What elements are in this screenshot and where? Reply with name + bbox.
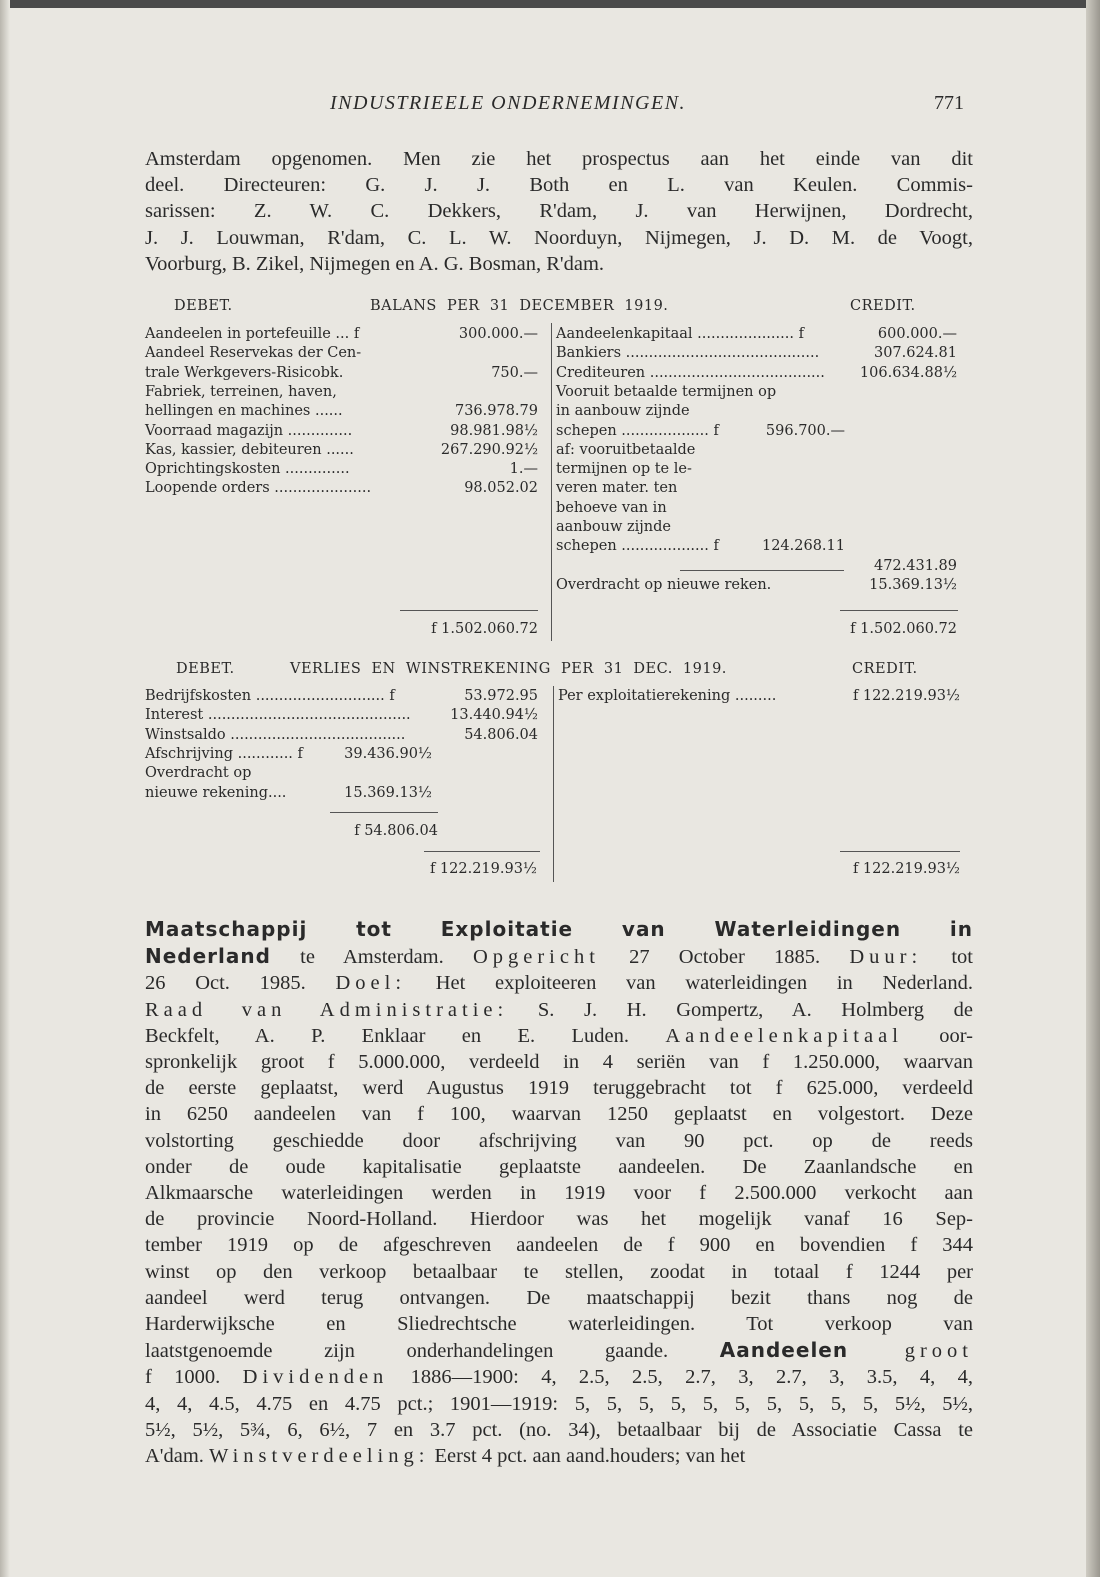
running-head: INDUSTRIEELE ONDERNEMINGEN. (330, 92, 687, 114)
intro-line: J. J. Louwman, R'dam, C. L. W. Noorduyn, Nijmegen, J. D. M. de Voogt, (145, 226, 973, 249)
text-run: volstorting geschiedde door afschrijving van 90 pct. op de reeds (145, 1129, 973, 1152)
balance-credit-total: f 1.502.060.72 (850, 621, 957, 637)
text-run: Het exploiteeren van waterleidingen in Nederland. (406, 972, 973, 995)
company-line (145, 1206, 973, 1232)
intro-paragraph (145, 146, 973, 277)
text-run: spronkelijk groot f 5.000.000, verdeeld in 4 seriën van f 1.250.000, waarvan (145, 1051, 973, 1074)
text-run: te Amsterdam. (270, 946, 473, 969)
scan-right-edge (1086, 0, 1100, 1577)
bold-heading-run: Aandeelen (719, 1338, 849, 1363)
pl-debit-row-label: Bedrijfskosten ............................ f (145, 688, 395, 704)
pl-credit-heading: CREDIT. (852, 661, 918, 677)
balance-credit-row-label: Vooruit betaalde termijnen op (556, 383, 777, 400)
pl-debit-row-amount: 54.806.04 (464, 726, 538, 743)
balance-credit-row-label: in aanbouw zijnde (556, 403, 690, 420)
company-line (145, 1259, 973, 1285)
pl-debit-row-label: Winstsaldo ...................................... (145, 726, 406, 743)
balance-debit-total: f 1.502.060.72 (431, 621, 538, 637)
bold-heading-run: Nederland (145, 944, 271, 969)
balance-credit-row-label: Aandeelenkapitaal ..................... f (556, 326, 804, 342)
balance-credit-row-amount: 106.634.88½ (859, 364, 957, 381)
intro-line: sarissen: Z. W. C. Dekkers, R'dam, J. van Herwijnen, Dordrecht, (145, 200, 973, 223)
balance-divider (551, 323, 552, 641)
balance-debit-row-label: hellingen en machines ...... (145, 403, 343, 420)
balance-credit-row-amount: 307.624.81 (873, 345, 957, 362)
balance-credit-row-label: Overdracht op nieuwe reken. (556, 576, 772, 593)
pl-sub-rule (330, 812, 438, 813)
pl-credit-row-amount: f 122.219.93½ (852, 688, 960, 704)
text-run: 26 Oct. 1985. (145, 972, 336, 995)
text-run: f 1000. (145, 1366, 243, 1389)
text-run: winst op den verkoop betaalbaar te stellen, zoodat in totaal f 1244 per (145, 1260, 973, 1283)
text-run: Beckfelt, A. P. Enklaar en E. Luden. (145, 1024, 666, 1047)
intro-line: deel. Directeuren: G. J. J. Both en L. van Keulen. Commis- (145, 174, 973, 197)
bold-heading-run: Maatschappij tot Exploitatie van Waterleidingen in (145, 917, 973, 941)
text-run: Eerst 4 pct. aan aand.houders; van het (429, 1445, 746, 1468)
spaced-keyword-run: Opgericht (472, 946, 600, 969)
balance-debit-row-amount: 1.— (509, 461, 538, 478)
balance-debit-row-label: trale Werkgevers-Risicobk. (145, 364, 344, 381)
pl-debit-row-amount: 13.440.94½ (450, 707, 538, 724)
spaced-keyword-run: Raad van Administratie: (145, 998, 509, 1021)
balance-credit-row-label: behoeve van in (556, 499, 667, 516)
balance-credit-row-amount: 15.369.13½ (869, 576, 957, 593)
balance-sub-rule (680, 570, 844, 571)
intro-line: Amsterdam opgenomen. Men zie het prospectus aan het einde van dit (145, 148, 973, 170)
balance-credit-row-label: schepen ................... f (556, 422, 719, 439)
company-line (145, 1049, 973, 1075)
company-line (145, 997, 973, 1023)
balance-debit-row-amount: 267.290.92½ (440, 441, 538, 458)
company-line (145, 1075, 973, 1101)
text-run: de eerste geplaatst, werd Augustus 1919 teruggebracht tot f 625.000, verdeeld (145, 1077, 973, 1100)
balance-debit-row-amount: 98.981.98½ (450, 422, 538, 439)
pl-credit-total-rule (840, 851, 960, 852)
balance-credit-row-amount: 472.431.89 (873, 557, 957, 574)
spaced-keyword-run: Duur: (849, 946, 923, 969)
balance-title: BALANS PER 31 DECEMBER 1919. (370, 298, 669, 314)
text-run: 5½, 5½, 5¾, 6, 6½, 7 en 3.7 pct. (no. 34), betaalbaar bij de Associatie Cassa te (145, 1418, 973, 1441)
balance-debit-row-label: Voorraad magazijn .............. (145, 422, 353, 439)
text-run: S. J. H. Gompertz, A. Holmberg de (508, 998, 974, 1021)
pl-title: VERLIES EN WINSTREKENING PER 31 DEC. 1919. (290, 661, 727, 677)
balance-credit-row-label: termijnen op te le- (556, 461, 692, 478)
company-line (145, 1417, 973, 1443)
company-line (145, 1364, 973, 1390)
pl-debit-row-label: Interest ............................................ (145, 707, 411, 724)
balance-credit-row-sub-amount: 596.700.— (765, 422, 845, 439)
pl-credit-row-label: Per exploitatierekening ......... (558, 688, 777, 704)
balance-credit-row-label: schepen ................... f (556, 538, 719, 555)
balance-debit-row-label: Oprichtingskosten .............. (145, 461, 350, 478)
balance-credit-row-amount: 600.000.— (877, 326, 957, 342)
text-run: Harderwijksche en Sliedrechtsche waterleidingen. Tot verkoop van (145, 1313, 973, 1336)
balance-credit-row-sub-amount: 124.268.11 (761, 538, 845, 555)
scan-left-edge (0, 0, 10, 1577)
balance-debit-row-label: Kas, kassier, debiteuren ...... (145, 441, 354, 458)
company-line (145, 916, 973, 943)
text-run: laatstgenoemde zijn onderhandelingen gaande. (145, 1340, 720, 1363)
text-run: 4, 4, 4.5, 4.75 en 4.75 pct.; 1901—1919: 5, 5, 5, 5, 5, 5, 5, 5, 5, 5, 5½, 5½, (145, 1392, 973, 1415)
page-number: 771 (934, 92, 964, 114)
balance-credit-row-label: Crediteuren ...................................... (556, 364, 825, 381)
pl-debit-row-sub-amount: 15.369.13½ (344, 784, 432, 801)
pl-debit-subtotal: f 54.806.04 (354, 823, 438, 839)
company-line (145, 1101, 973, 1127)
text-run: in 6250 aandeelen van f 100, waarvan 1250 geplaatst en volgestort. Deze (145, 1103, 973, 1126)
balance-credit-row-label: veren mater. ten (556, 480, 678, 497)
company-line (145, 1232, 973, 1258)
company-line (145, 1285, 973, 1311)
company-line (145, 1311, 973, 1337)
text-run: oor- (902, 1024, 973, 1047)
balance-credit-row-label: Bankiers .......................................... (556, 345, 820, 362)
pl-debit-row-label: nieuwe rekening.... (145, 784, 287, 801)
text-run: tember 1919 op de afgeschreven aandeelen de f 900 en bovendien f 344 (145, 1234, 973, 1257)
text-run: 27 October 1885. (599, 946, 850, 969)
text-run: de provincie Noord-Holland. Hierdoor was het mogelijk vanaf 16 Sep- (145, 1208, 973, 1231)
intro-line: Voorburg, B. Zikel, Nijmegen en A. G. Bosman, R'dam. (145, 252, 605, 275)
text-run: onder de oude kapitalisatie geplaatste aandeelen. De Zaanlandsche en (145, 1155, 973, 1178)
company-line (145, 1337, 973, 1364)
spaced-keyword-run: Aandeelenkapitaal (665, 1024, 903, 1047)
text-run: tot (922, 946, 973, 969)
balance-debit-row-amount: 98.052.02 (464, 480, 538, 497)
balance-debit-row-label: Loopende orders ..................... (145, 480, 372, 497)
text-run: Alkmaarsche waterleidingen werden in 1919 voor f 2.500.000 verkocht aan (145, 1182, 973, 1205)
company-line (145, 943, 973, 970)
company-line (145, 1391, 973, 1417)
pl-debit-total: f 122.219.93½ (429, 861, 537, 877)
company-entry (145, 916, 973, 1469)
balance-debit-row-label: Fabriek, terreinen, haven, (145, 383, 337, 400)
pl-debit-row-label: Overdracht op (145, 765, 252, 782)
balance-debit-row-amount: 750.— (491, 364, 538, 381)
company-line (145, 1023, 973, 1049)
pl-debit-total-rule (424, 851, 540, 852)
pl-debit-row-sub-amount: 39.436.90½ (344, 745, 432, 762)
pl-divider (553, 686, 554, 882)
text-run: aandeel werd terug ontvangen. De maatschappij bezit thans nog de (145, 1286, 973, 1309)
balance-debit-row-label: Aandeelen in portefeuille ... f (145, 326, 360, 342)
spaced-keyword-run: Dividenden (242, 1366, 389, 1389)
scan-top-border (0, 0, 1100, 8)
spaced-keyword-run: groot (848, 1340, 974, 1363)
pl-debit-row-label: Afschrijving ............ f (145, 745, 303, 762)
balance-credit-heading: CREDIT. (850, 298, 916, 314)
balance-credit-total-rule (840, 610, 958, 611)
balance-debit-row-amount: 736.978.79 (454, 403, 538, 420)
balance-credit-row-label: aanbouw zijnde (556, 519, 671, 535)
pl-debit-row-amount: 53.972.95 (464, 688, 538, 704)
company-line (145, 1443, 973, 1469)
company-line (145, 1180, 973, 1206)
spaced-keyword-run: Winstverdeeling: (209, 1445, 430, 1468)
company-line (145, 970, 973, 996)
company-line (145, 1128, 973, 1154)
balance-credit-row-label: af: vooruitbetaalde (556, 441, 696, 458)
text-run: A'dam. (145, 1445, 210, 1468)
pl-debit-heading: DEBET. (176, 661, 235, 677)
text-run: 1886—1900: 4, 2.5, 2.5, 2.7, 3, 2.7, 3, 3.5, 4, 4, (388, 1366, 973, 1389)
spaced-keyword-run: Doel: (335, 972, 407, 995)
balance-debit-total-rule (400, 610, 538, 611)
company-line (145, 1154, 973, 1180)
pl-credit-total: f 122.219.93½ (852, 861, 960, 877)
balance-debit-row-amount: 300.000.— (458, 326, 538, 342)
balance-debit-heading: DEBET. (174, 298, 233, 314)
balance-debit-row-label: Aandeel Reservekas der Cen- (145, 345, 362, 362)
